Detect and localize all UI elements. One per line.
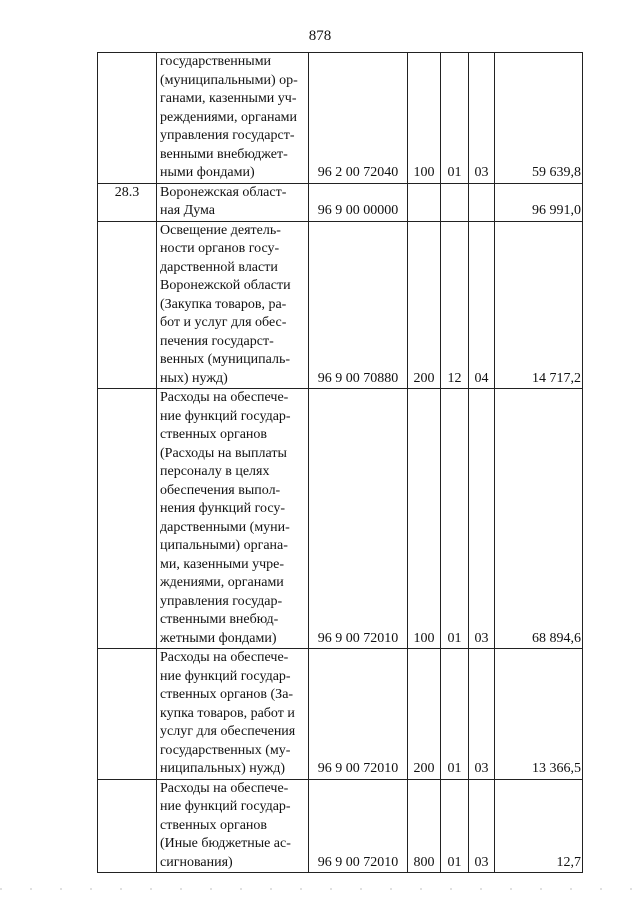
subsection-cell: 03 xyxy=(469,779,495,873)
row-name-line: дарственной власти xyxy=(160,259,278,275)
expense-type-cell xyxy=(408,183,441,221)
row-number-cell xyxy=(98,649,157,780)
row-name-cell xyxy=(157,779,309,873)
row-number-cell xyxy=(98,53,157,184)
row-number-cell xyxy=(98,779,157,873)
row-name-line: печения государст- xyxy=(160,333,274,349)
row-number-cell xyxy=(98,221,157,389)
row-name-line: ние функций государ- xyxy=(160,799,291,814)
amount-cell: 14 717,2 xyxy=(495,221,583,389)
row-name-cell xyxy=(157,53,309,184)
table-row xyxy=(98,183,583,221)
section-cell: 01 xyxy=(441,389,469,649)
row-name-line: дарственными (муни- xyxy=(160,519,290,535)
row-name-line: ными фондами) xyxy=(160,165,255,180)
expense-type-cell: 200 xyxy=(408,221,441,389)
amount-cell: 59 639,8 xyxy=(495,53,583,184)
subsection-cell: 03 xyxy=(469,649,495,780)
expense-type-cell: 100 xyxy=(408,53,441,184)
row-name-line: обеспечения выпол- xyxy=(160,482,281,498)
row-name-line: ждениями, органами xyxy=(160,575,284,590)
amount-cell: 12,7 xyxy=(495,779,583,873)
amount-cell: 68 894,6 xyxy=(495,389,583,649)
row-name-line: (Расходы на выплаты xyxy=(160,445,287,461)
scan-artifact-line xyxy=(0,888,640,890)
expense-type-cell: 800 xyxy=(408,779,441,873)
row-name-line: купка товаров, работ и xyxy=(160,705,295,721)
row-name-line: ных) нужд) xyxy=(160,370,228,386)
amount-cell: 96 991,0 xyxy=(495,183,583,221)
row-name-line: ности органов госу- xyxy=(160,241,280,256)
section-cell xyxy=(441,183,469,221)
target-code-cell: 96 9 00 72010 xyxy=(309,389,408,649)
row-name-line: ная Дума xyxy=(160,203,215,218)
row-name-line: Расходы на обеспече- xyxy=(160,390,289,405)
row-name-line: Расходы на обеспече- xyxy=(160,650,289,665)
row-name-line: жетными фондами) xyxy=(160,630,277,646)
row-name-line: управления государ- xyxy=(160,593,283,609)
table-row xyxy=(98,221,583,389)
budget-table xyxy=(97,52,583,873)
target-code-cell: 96 9 00 72010 xyxy=(309,779,408,873)
target-code-cell: 96 9 00 72010 xyxy=(309,649,408,780)
row-name-line: венных (муниципаль- xyxy=(160,352,290,367)
section-cell: 01 xyxy=(441,779,469,873)
row-name-line: Освещение деятель- xyxy=(160,222,281,238)
row-name-line: ниципальных) нужд) xyxy=(160,761,285,776)
expense-type-cell: 100 xyxy=(408,389,441,649)
row-name-cell xyxy=(157,221,309,389)
table-row xyxy=(98,389,583,649)
row-name-line: ственных органов xyxy=(160,427,268,442)
row-name-line: (муниципальными) ор- xyxy=(160,72,298,88)
section-cell: 12 xyxy=(441,221,469,389)
row-name-line: Воронежская област- xyxy=(160,184,287,200)
row-name-line: ганами, казенными уч- xyxy=(160,91,297,106)
row-name-line: бот и услуг для обес- xyxy=(160,315,287,330)
target-code-cell: 96 9 00 70880 xyxy=(309,221,408,389)
expense-type-cell: 200 xyxy=(408,649,441,780)
row-name-line: управления государст- xyxy=(160,128,295,143)
subsection-cell: 03 xyxy=(469,389,495,649)
row-name-line: реждениями, органами xyxy=(160,109,298,125)
row-name-cell xyxy=(157,183,309,221)
row-name-line: ственными внебюд- xyxy=(160,612,279,627)
row-name-cell xyxy=(157,389,309,649)
subsection-cell: 04 xyxy=(469,221,495,389)
row-number-cell: 28.3 xyxy=(98,183,157,221)
page-number: 878 xyxy=(308,28,332,44)
row-number-cell xyxy=(98,389,157,649)
target-code-cell: 96 9 00 00000 xyxy=(309,183,408,221)
row-name-line: ципальными) органа- xyxy=(160,538,288,553)
row-name-line: Расходы на обеспече- xyxy=(160,780,289,796)
target-code-cell: 96 2 00 72040 xyxy=(309,53,408,184)
row-name-line: персоналу в целях xyxy=(160,464,270,479)
row-name-line: ние функций государ- xyxy=(160,668,291,684)
section-cell: 01 xyxy=(441,649,469,780)
subsection-cell: 03 xyxy=(469,53,495,184)
subsection-cell xyxy=(469,183,495,221)
row-name-line: (Иные бюджетные ас- xyxy=(160,836,291,851)
row-name-line: венными внебюджет- xyxy=(160,146,288,162)
row-name-line: нения функций госу- xyxy=(160,501,286,516)
section-cell: 01 xyxy=(441,53,469,184)
row-name-line: ственных органов xyxy=(160,817,268,833)
table-row xyxy=(98,779,583,873)
row-name-cell xyxy=(157,649,309,780)
table-row xyxy=(98,649,583,780)
table-row xyxy=(98,53,583,184)
row-name-line: ственных органов (За- xyxy=(160,687,294,702)
amount-cell: 13 366,5 xyxy=(495,649,583,780)
row-name-line: (Закупка товаров, ра- xyxy=(160,296,287,312)
row-name-line: услуг для обеспечения xyxy=(160,724,296,739)
row-name-line: ние функций государ- xyxy=(160,408,291,424)
row-name-line: сигнования) xyxy=(160,854,233,870)
row-name-line: государственными xyxy=(160,54,272,69)
row-name-line: ми, казенными учре- xyxy=(160,556,285,572)
row-name-line: Воронежской области xyxy=(160,278,291,293)
row-name-line: государственных (му- xyxy=(160,742,291,758)
